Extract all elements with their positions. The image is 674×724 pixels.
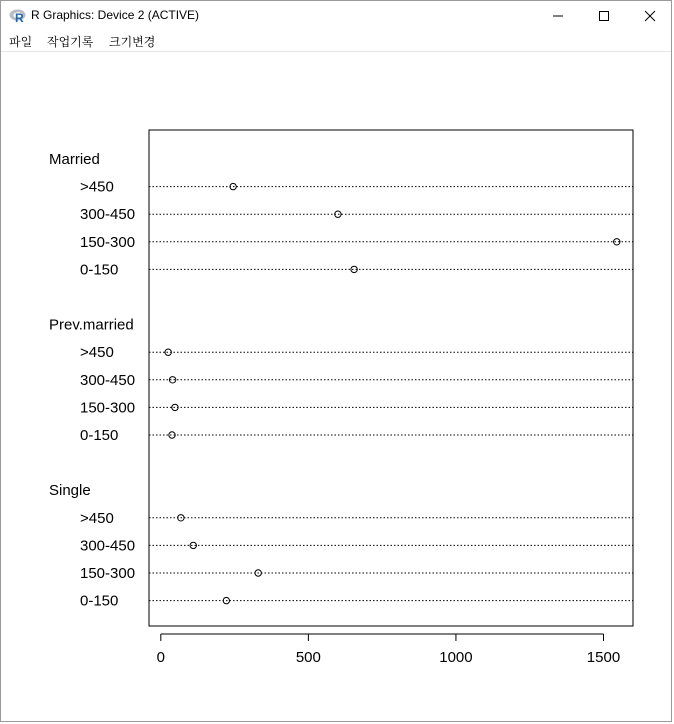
category-label: 150-300: [80, 399, 136, 417]
x-tick-label: 500: [295, 649, 321, 666]
category-label: 150-300: [80, 233, 136, 251]
category-label: >450: [80, 178, 114, 196]
menu-file[interactable]: 파일: [9, 35, 33, 49]
plot-frame: [149, 130, 633, 626]
menu-bar: [1, 31, 671, 52]
group-label: Prev.married: [49, 316, 134, 334]
menu-history[interactable]: 작업기록: [47, 35, 94, 49]
dotchart-plot: [1, 52, 673, 722]
maximize-icon: [598, 10, 610, 22]
x-tick-label: 1500: [586, 649, 621, 666]
group-label: Married: [49, 151, 100, 168]
category-label: 150-300: [80, 565, 136, 582]
category-label: 0-150: [80, 427, 119, 444]
minimize-button[interactable]: [535, 1, 581, 31]
close-icon: [644, 10, 656, 22]
category-label: 300-450: [80, 537, 136, 555]
menu-resize[interactable]: 크기변경: [109, 35, 156, 49]
x-tick-label: 0: [156, 649, 165, 666]
close-button[interactable]: [627, 1, 673, 31]
minimize-icon: [552, 10, 564, 22]
svg-text:R: R: [15, 11, 24, 24]
category-label: >450: [80, 344, 114, 362]
category-label: 0-150: [80, 261, 119, 279]
category-label: 300-450: [80, 371, 136, 389]
window-title: R Graphics: Device 2 (ACTIVE): [31, 8, 200, 22]
category-label: 300-450: [80, 206, 136, 224]
group-label: Single: [49, 482, 91, 500]
r-logo-icon: [9, 8, 27, 24]
maximize-button[interactable]: [581, 1, 627, 31]
title-bar[interactable]: [1, 1, 671, 31]
category-label: 0-150: [80, 592, 119, 610]
x-tick-label: 1000: [439, 649, 473, 666]
category-label: >450: [80, 509, 114, 527]
